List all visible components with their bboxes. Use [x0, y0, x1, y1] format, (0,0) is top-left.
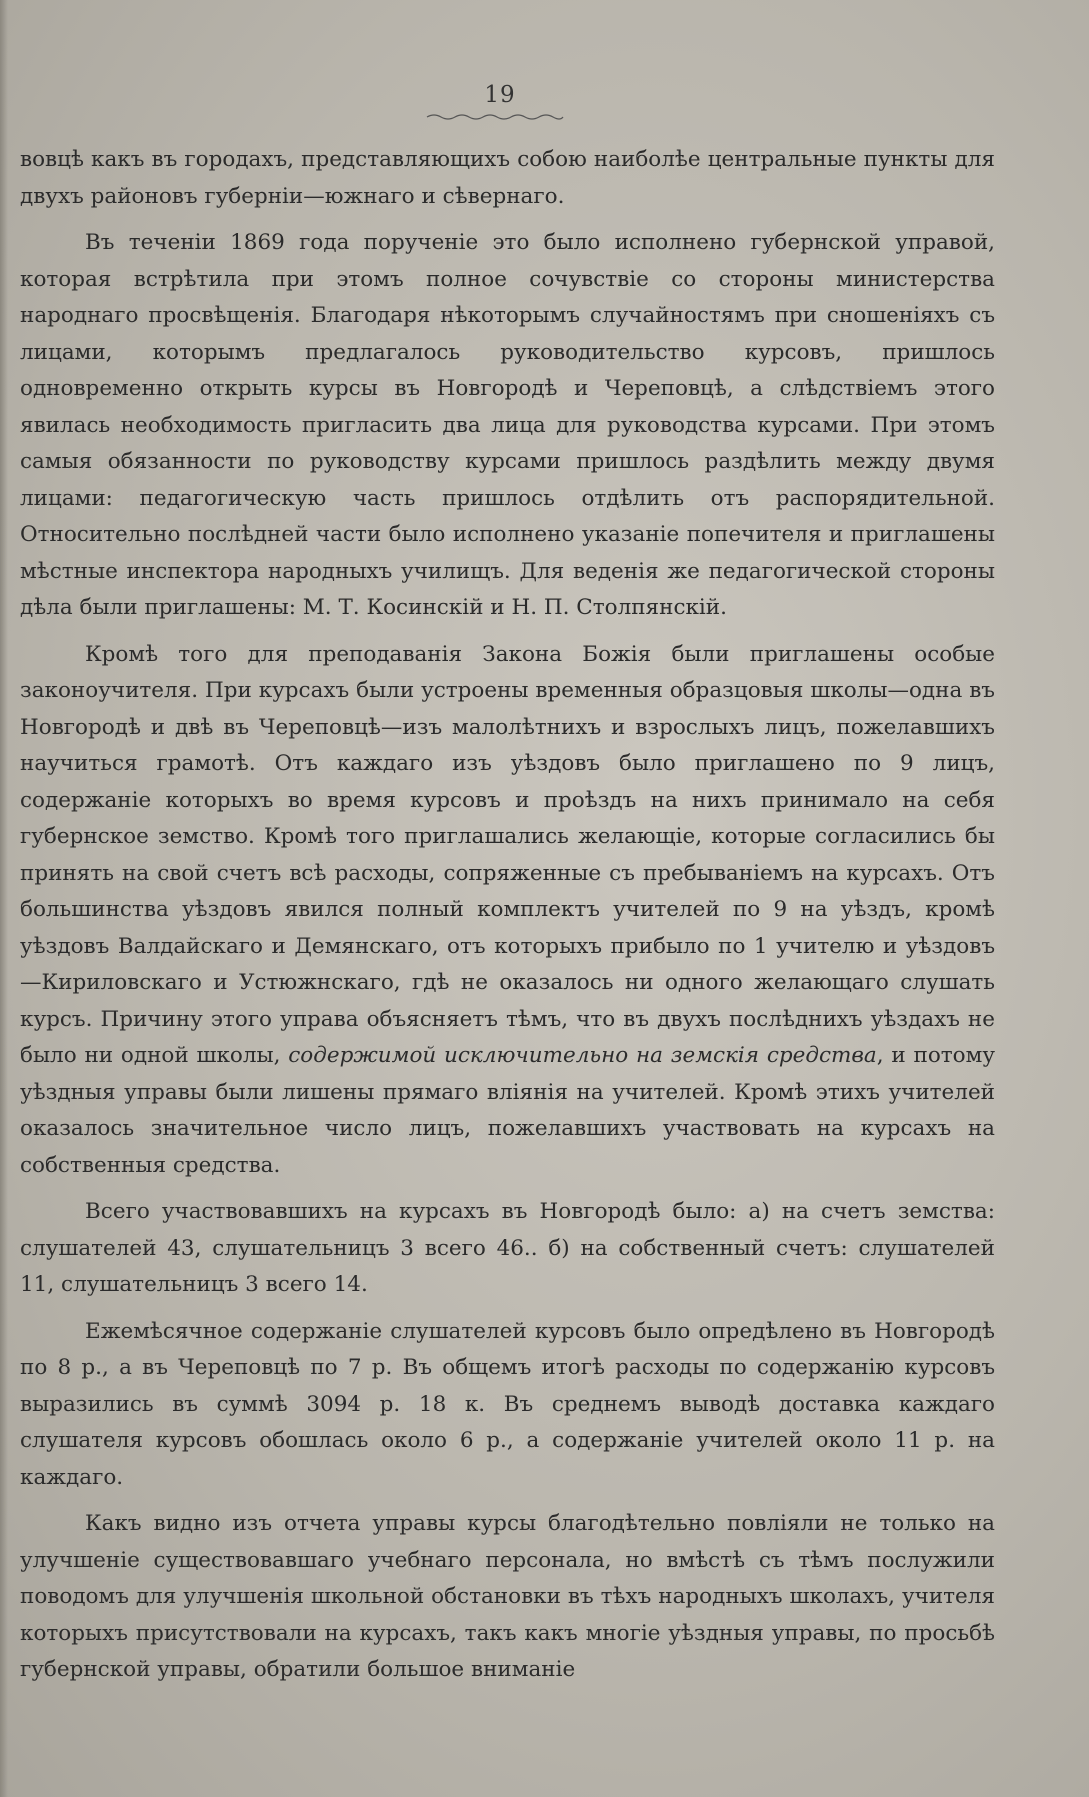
- paragraph-text-before-italic: Кромѣ того для преподаванія Закона Божія были приглашены особые законоучителя. При курсахъ были устроены временныя образцовыя школы—одна въ Новгородѣ и двѣ въ Череповцѣ—изъ малолѣтнихъ и взрослыхъ лицъ, пожелавшихъ научиться грамотѣ. Отъ каждаго изъ уѣздовъ было приглашено по 9 лицъ, содержаніе которыхъ во время курсовъ и проѣздъ на нихъ принимало на себя губернское земство. Кромѣ того приглашались желающіе, которые согласились бы принять на свой счетъ всѣ расходы, сопряженные съ пребываніемъ на курсахъ. Отъ большинства уѣздовъ явился полный комплектъ учителей по 9 на уѣздъ, кромѣ уѣздовъ Валдайскаго и Демянскаго, отъ которыхъ прибыло по 1 учителю и уѣздовъ—Кириловскаго и Устюжнскаго, гдѣ не оказалось ни одного желающаго слушать курсъ. Причину этого управа объясняетъ тѣмъ, что въ двухъ послѣднихъ уѣздахъ не было ни одной школы,: [20, 641, 995, 1068]
- document-body: [20, 142, 995, 1699]
- paragraph-text-after-italic: , и потому уѣздныя управы были лишены прямаго вліянія на учителей. Кромѣ этихъ учителей оказалось значительное число лицъ, пожелавшихъ участвовать на курсахъ на собственныя средства.: [20, 1043, 995, 1178]
- paragraph-monthly-cost: Ежемѣсячное содержаніе слушателей курсовъ было опредѣлено въ Новгородѣ по 8 р., а въ Череповцѣ по 7 р. Въ общемъ итогѣ расходы по содержанію курсовъ выразились въ суммѣ 3094 р. 18 к. Въ среднемъ выводѣ доставка каждаго слушателя курсовъ обошлась около 6 р., а содержаніе учителей около 11 р. на каждаго.: [20, 1318, 995, 1490]
- paragraph-report-effect: Какъ видно изъ отчета управы курсы благодѣтельно повліяли не только на улучшеніе существовавшаго учебнаго персонала, но вмѣстѣ съ тѣмъ послужили поводомъ для улучшенія школьной обстановки въ тѣхъ народныхъ школахъ, учителя которыхъ присутствовали на курсахъ, такъ какъ многіе уѣздныя управы, по просьбѣ губернской управы, обратили большое вниманіе: [20, 1511, 995, 1682]
- ornament-divider: [425, 112, 565, 122]
- paragraph-continuation: вовцѣ какъ въ городахъ, представляющихъ собою наиболѣе центральные пункты для двухъ районовъ губерніи—южнаго и сѣвернаго.: [20, 147, 995, 209]
- page-spine-shadow: [0, 0, 8, 1797]
- paragraph-italic-phrase: содержимой исключительно на земскія средства: [288, 1043, 877, 1068]
- paragraph-participants-total: Всего участвовавшихъ на курсахъ въ Новгородѣ было: а) на счетъ земства: слушателей 43, слушательницъ 3 всего 46.. б) на собственный счетъ: слушателей 11, слушательницъ 3 всего 14.: [20, 1199, 995, 1297]
- paragraph-courses-opening: Въ теченіи 1869 года порученіе это было исполнено губернской управой, которая встрѣтила при этомъ полное сочувствіе со стороны министерства народнаго просвѣщенія. Благодаря нѣкоторымъ случайностямъ при сношеніяхъ съ лицами, которымъ предлагалось руководительство курсовъ, пришлось одновременно открыть курсы въ Новгородѣ и Череповцѣ, а слѣдствіемъ этого явилась необходимость пригласить два лица для руководства курсами. При этомъ самыя обязанности по руководству курсами пришлось раздѣлить между двумя лицами: педагогическую часть пришлось отдѣлить отъ распорядительной. Относительно послѣдней части было исполнено указаніе попечителя и приглашены мѣстные инспектора народныхъ училищъ. Для веденія же педагогической стороны дѣла были приглашены: М. Т. Косинскій и Н. П. Столпянскій.: [20, 230, 995, 620]
- page-number: 19: [484, 82, 516, 108]
- paragraph-teachers-invited: [20, 637, 995, 1185]
